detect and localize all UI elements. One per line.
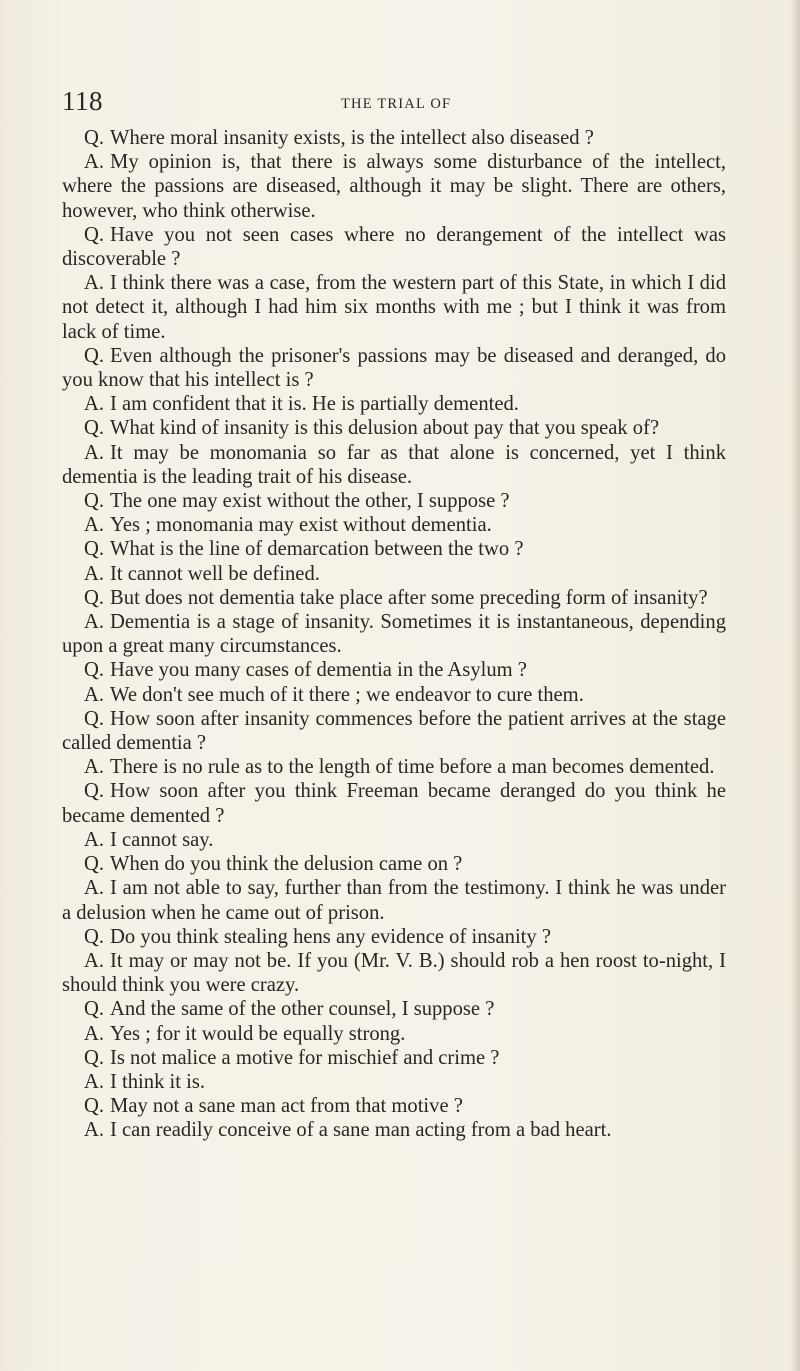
qa-paragraph <box>62 150 726 223</box>
paragraph-text: When do you think the delusion came on ? <box>110 853 463 876</box>
speaker-label: Q. <box>84 417 105 440</box>
speaker-label: Q. <box>84 1095 105 1118</box>
page-edge-shadow <box>790 0 800 1371</box>
speaker-label: Q. <box>84 780 105 803</box>
paragraph-text: We don't see much of it there ; we endeavor to cure them. <box>110 683 584 706</box>
qa-paragraph <box>62 1094 726 1118</box>
paragraph-text: Where moral insanity exists, is the intellect also diseased ? <box>110 127 594 149</box>
qa-paragraph <box>62 997 726 1021</box>
qa-paragraph <box>62 707 726 755</box>
qa-paragraph <box>62 1118 726 1142</box>
speaker-label: Q. <box>84 127 105 149</box>
qa-paragraph <box>62 416 726 440</box>
paragraph-text: But does not dementia take place after some preceding form of insanity? <box>110 586 708 609</box>
qa-paragraph <box>62 513 726 537</box>
paragraph-text: Is not malice a motive for mischief and crime ? <box>110 1046 500 1069</box>
paragraph-text: How soon after you think Freeman became deranged do you think he became demented ? <box>62 780 726 827</box>
qa-paragraph <box>62 441 726 489</box>
qa-paragraph <box>62 586 726 610</box>
qa-paragraph <box>62 1070 726 1094</box>
qa-paragraph <box>62 925 726 949</box>
speaker-label: A. <box>84 151 105 174</box>
speaker-label: Q. <box>84 1046 105 1069</box>
speaker-label: A. <box>84 1022 105 1045</box>
paragraph-text: What kind of insanity is this delusion about pay that you speak of? <box>110 417 660 440</box>
speaker-label: A. <box>84 393 105 416</box>
qa-paragraph <box>62 828 726 852</box>
qa-paragraph <box>62 852 726 876</box>
running-head: THE TRIAL OF <box>341 96 452 112</box>
paragraph-text: There is no rule as to the length of time before a man becomes demented. <box>110 756 715 779</box>
paragraph-text: I can readily conceive of a sane man acting from a bad heart. <box>110 1119 612 1142</box>
speaker-label: Q. <box>84 853 105 876</box>
speaker-label: A. <box>84 756 105 779</box>
paragraph-text: Yes ; monomania may exist without dementia. <box>110 514 492 537</box>
qa-paragraph <box>62 1022 726 1046</box>
qa-paragraph <box>62 537 726 561</box>
speaker-label: Q. <box>84 344 105 367</box>
qa-paragraph <box>62 126 726 150</box>
qa-paragraph <box>62 392 726 416</box>
qa-paragraph <box>62 949 726 997</box>
paragraph-text: My opinion is, that there is always some disturbance of the intellect, where the passions are diseased, although it may be slight. There are others, however, who think otherwise. <box>62 151 726 222</box>
speaker-label: Q. <box>84 998 105 1021</box>
qa-paragraph <box>62 489 726 513</box>
testimony-text <box>62 126 726 1143</box>
paragraph-text: Yes ; for it would be equally strong. <box>110 1022 406 1045</box>
speaker-label: A. <box>84 272 105 295</box>
paragraph-text: The one may exist without the other, I suppose ? <box>110 490 510 513</box>
paragraph-text: It may be monomania so far as that alone is concerned, yet I think dementia is the leading trait of his disease. <box>62 441 726 488</box>
speaker-label: A. <box>84 562 105 585</box>
paragraph-text: How soon after insanity commences before the patient arrives at the stage called dementia ? <box>62 707 726 755</box>
speaker-label: A. <box>84 828 105 851</box>
speaker-label: Q. <box>84 223 105 246</box>
speaker-label: Q. <box>84 490 105 513</box>
page-number: 118 <box>62 86 103 116</box>
paragraph-text: Have you many cases of dementia in the Asylum ? <box>110 659 527 682</box>
paragraph-text: Dementia is a stage of insanity. Sometimes it is instantaneous, depending upon a great many circumstances. <box>62 611 726 658</box>
paragraph-text: What is the line of demarcation between the two ? <box>110 538 524 561</box>
qa-paragraph <box>62 562 726 586</box>
paragraph-text: Have you not seen cases where no derangement of the intellect was discoverable ? <box>62 223 726 271</box>
speaker-label: A. <box>84 877 105 900</box>
paragraph-text: And the same of the other counsel, I suppose ? <box>110 998 495 1021</box>
speaker-label: A. <box>84 1070 105 1093</box>
speaker-label: A. <box>84 611 105 634</box>
qa-paragraph <box>62 610 726 658</box>
paragraph-text: May not a sane man act from that motive ? <box>110 1095 463 1118</box>
paragraph-text: I am not able to say, further than from the testimony. I think he was under a delusion when he came out of prison. <box>62 877 726 924</box>
speaker-label: A. <box>84 514 105 537</box>
qa-paragraph <box>62 1046 726 1070</box>
paragraph-text: Do you think stealing hens any evidence of insanity ? <box>110 925 551 948</box>
paragraph-text: I think there was a case, from the western part of this State, in which I did not detect it, although I had him six months with me ; but I think it was from lack of time. <box>62 272 726 343</box>
speaker-label: A. <box>84 949 105 972</box>
qa-paragraph <box>62 658 726 682</box>
speaker-label: Q. <box>84 659 105 682</box>
qa-paragraph <box>62 223 726 271</box>
speaker-label: A. <box>84 683 105 706</box>
qa-paragraph <box>62 779 726 827</box>
qa-paragraph <box>62 755 726 779</box>
speaker-label: A. <box>84 441 105 464</box>
page-header <box>62 86 722 122</box>
speaker-label: Q. <box>84 586 105 609</box>
paragraph-text: I am confident that it is. He is partially demented. <box>110 393 519 416</box>
paragraph-text: I cannot say. <box>110 828 214 851</box>
speaker-label: Q. <box>84 925 105 948</box>
paragraph-text: I think it is. <box>110 1070 205 1093</box>
speaker-label: Q. <box>84 538 105 561</box>
paragraph-text: Even although the prisoner's passions may be diseased and deranged, do you know that his intellect is ? <box>62 344 726 392</box>
speaker-label: A. <box>84 1119 105 1142</box>
paragraph-text: It cannot well be defined. <box>110 562 320 585</box>
speaker-label: Q. <box>84 707 105 730</box>
qa-paragraph <box>62 271 726 344</box>
qa-paragraph <box>62 683 726 707</box>
qa-paragraph <box>62 344 726 392</box>
paragraph-text: It may or may not be. If you (Mr. V. B.) should rob a hen roost to-night, I should think you were crazy. <box>62 949 726 997</box>
qa-paragraph <box>62 876 726 924</box>
